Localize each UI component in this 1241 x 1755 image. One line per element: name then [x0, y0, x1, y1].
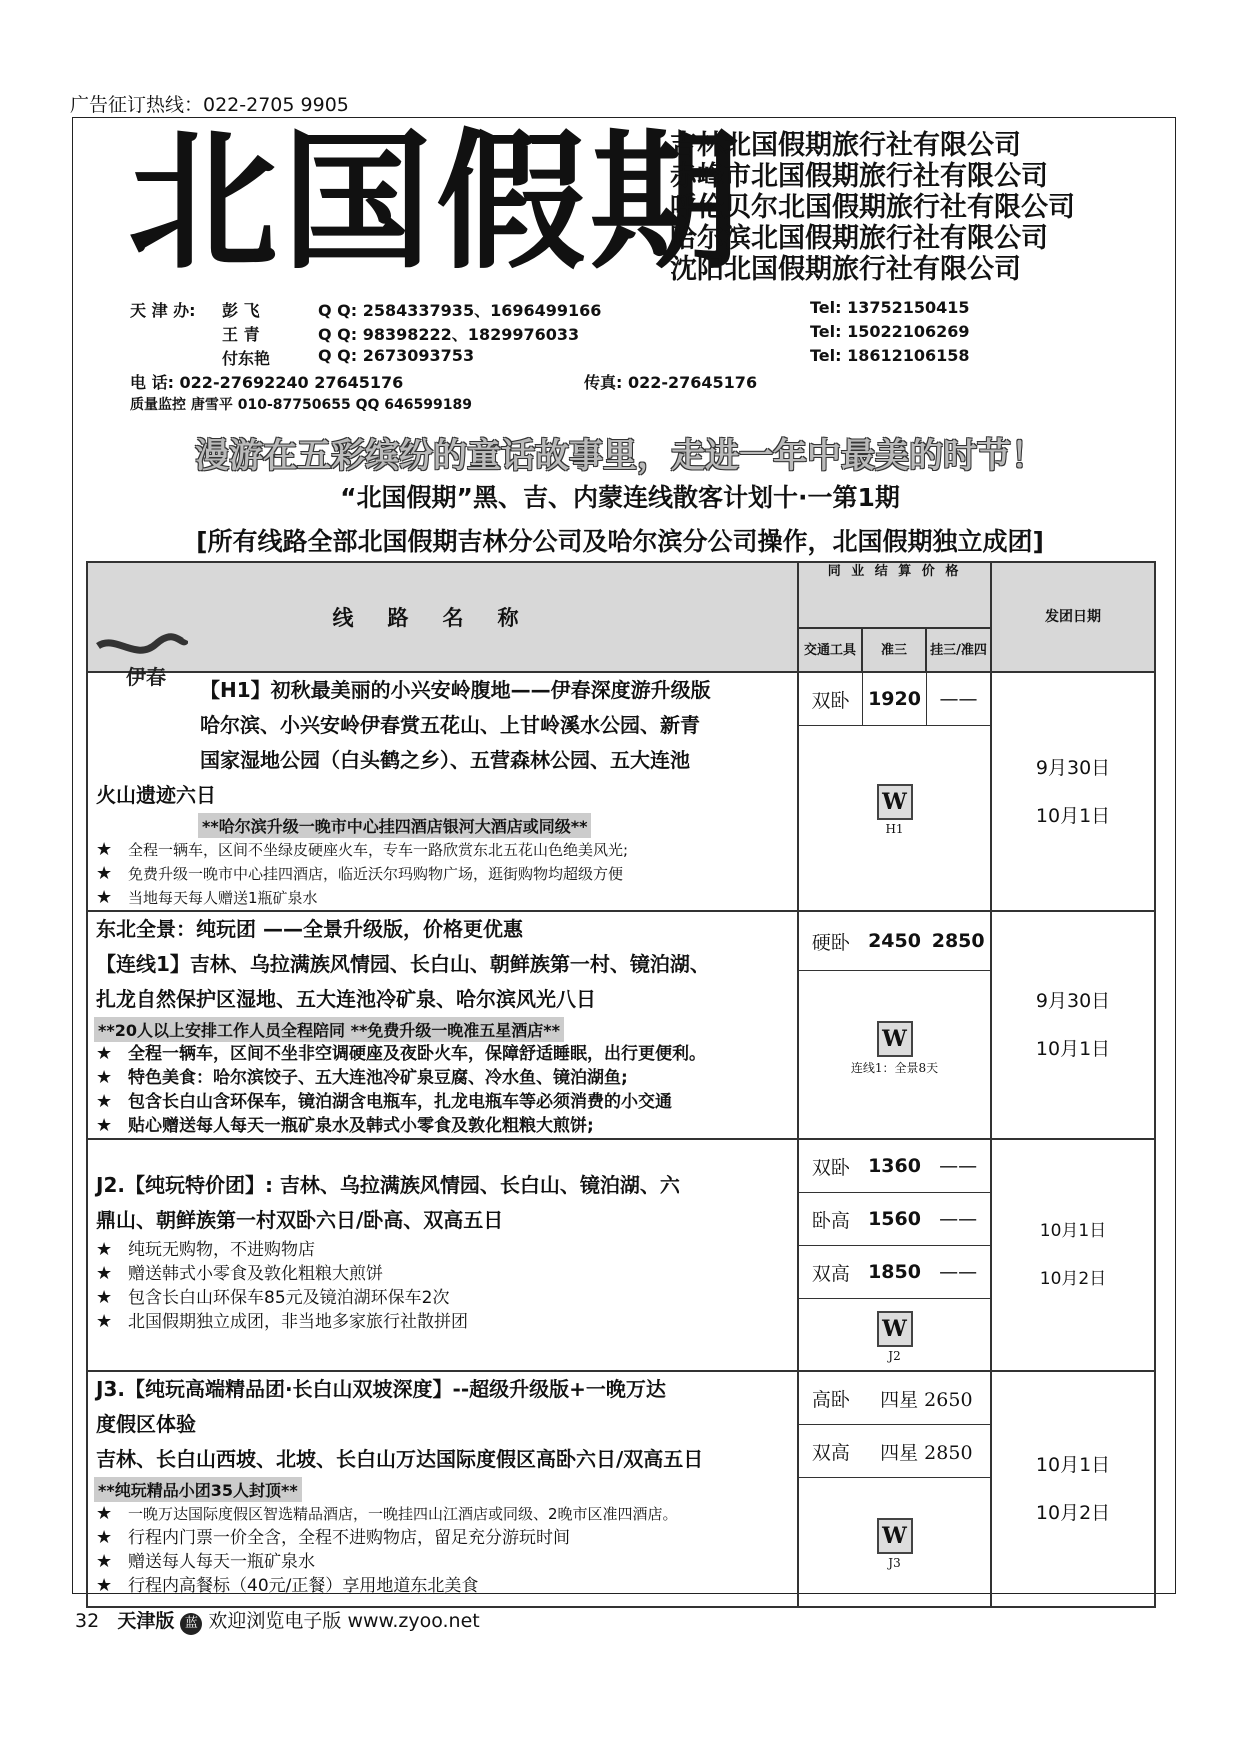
header-zhun3: 准三 — [862, 628, 926, 672]
doc-attachment[interactable]: W H1 — [799, 726, 990, 836]
yichun-logo — [96, 632, 188, 710]
feature-item: ★ 赠送韩式小零食及敦化粗粮大煎饼 — [96, 1263, 383, 1284]
contact-tel: Tel: 13752150415 — [810, 298, 970, 317]
feature-item: ★ 全程一辆车，区间不坐绿皮硬座火车，专车一路欣赏东北五花山色绝美风光; — [96, 839, 629, 860]
route-highlight: **纯玩精品小团35人封顶** — [94, 1477, 302, 1502]
word-doc-icon[interactable]: W — [877, 1021, 913, 1057]
route-title-line: 哈尔滨、小兴安岭伊春赏五花山、上甘岭溪水公园、新青 — [200, 713, 700, 737]
star-icon: ★ — [96, 1287, 113, 1308]
company-name: 吉林北国假期旅行社有限公司 — [670, 130, 1021, 161]
star-icon: ★ — [96, 887, 113, 908]
star-icon: ★ — [96, 1043, 113, 1064]
route-title-line: 度假区体验 — [96, 1412, 196, 1436]
feature-item: ★ 行程内高餐标（40元/正餐）享用地道东北美食 — [96, 1575, 479, 1596]
office-fax: 传真: 022-27645176 — [584, 373, 758, 392]
quality-contact: 质量监控 唐雪平 010-87750655 QQ 646599189 — [130, 397, 472, 413]
price-row: 双卧 1360 —— — [799, 1140, 990, 1193]
routes-table — [86, 561, 1156, 1608]
price-block — [798, 1371, 991, 1607]
feature-item: ★ 全程一辆车，区间不坐非空调硬座及夜卧火车，保障舒适睡眠，出行更便利。 — [96, 1043, 706, 1064]
contact-qq: Q Q: 2584337935、1696499166 — [318, 301, 602, 320]
office-label: 天 津 办: — [130, 301, 196, 320]
header-route-name: 线路名称 — [87, 562, 798, 672]
price-block — [798, 911, 991, 1139]
route-highlight: **20人以上安排工作人员全程陪同 **免费升级一晚准五星酒店** — [94, 1017, 564, 1042]
star-icon: ★ — [96, 1239, 113, 1260]
logo-text: 伊春 — [126, 665, 166, 689]
star-icon: ★ — [96, 1503, 113, 1524]
depart-dates: 10月1日 10月2日 — [991, 1139, 1155, 1371]
doc-attachment[interactable]: W J2 — [799, 1299, 990, 1363]
contact-tel: Tel: 15022106269 — [810, 322, 970, 341]
price-row: 双高 1850 —— — [799, 1246, 990, 1299]
price-block — [798, 672, 991, 911]
feature-item: ★ 免费升级一晚市中心挂四酒店，临近沃尔玛购物广场，逛街购物均超级方便 — [96, 863, 624, 884]
feature-item: ★ 纯玩无购物，不进购物店 — [96, 1239, 315, 1260]
slogan: 漫游在五彩缤纷的童话故事里，走进一年中最美的时节！ — [195, 436, 1045, 476]
depart-dates: 9月30日 10月1日 — [991, 672, 1155, 911]
route-title-line: 火山遗迹六日 — [96, 783, 216, 807]
contact-qq: Q Q: 98398222、1829976033 — [318, 325, 580, 344]
price-row: 卧高 1560 —— — [799, 1193, 990, 1246]
route-title-line: 扎龙自然保护区湿地、五大连池冷矿泉、哈尔滨风光八日 — [96, 987, 596, 1011]
star-icon: ★ — [96, 1067, 113, 1088]
contact-name: 付东艳 — [222, 349, 271, 368]
edition-label: 天津版 — [117, 1610, 175, 1632]
depart-dates: 10月1日 10月2日 — [991, 1371, 1155, 1607]
word-doc-icon[interactable]: W — [877, 1311, 913, 1347]
feature-item: ★ 当地每天每人赠送1瓶矿泉水 — [96, 887, 318, 908]
operation-banner: [所有线路全部北国假期吉林分公司及哈尔滨分公司操作，北国假期独立成团] — [196, 527, 1044, 556]
doc-attachment[interactable]: W J3 — [799, 1478, 990, 1570]
word-doc-icon[interactable]: W — [877, 1518, 913, 1554]
route-lianxian1 — [87, 911, 798, 1139]
company-name: 呼伦贝尔北国假期旅行社有限公司 — [670, 192, 1075, 223]
footer-text[interactable]: 欢迎浏览电子版 www.zyoo.net — [208, 1610, 480, 1632]
office-phone: 电 话: 022-27692240 27645176 — [130, 373, 404, 392]
page-footer — [75, 1606, 480, 1635]
route-title-line: 东北全景：纯玩团 ——全景升级版，价格更优惠 — [96, 917, 523, 941]
price-row: 双卧 1920 —— — [799, 673, 990, 726]
price-row: 双高 四星 2850 — [799, 1425, 990, 1478]
route-title-line: J3.【纯玩高端精品团·长白山双坡深度】--超级升级版+一晚万达 — [96, 1377, 666, 1401]
price-row: 高卧 四星 2650 — [799, 1372, 990, 1425]
depart-dates: 9月30日 10月1日 — [991, 911, 1155, 1139]
company-list — [670, 130, 1075, 285]
route-title-line: 吉林、长白山西坡、北坡、长白山万达国际度假区高卧六日/双高五日 — [96, 1447, 704, 1471]
contact-name: 王 青 — [222, 325, 260, 344]
route-title-line: J2.【纯玩特价团】: 吉林、乌拉满族风情园、长白山、镜泊湖、六 — [96, 1173, 680, 1197]
feature-item: ★ 贴心赠送每人每天一瓶矿泉水及韩式小零食及敦化粗粮大煎饼; — [96, 1115, 594, 1136]
header-gua3: 挂三/准四 — [926, 628, 991, 672]
feature-item: ★ 北国假期独立成团，非当地多家旅行社散拼团 — [96, 1311, 468, 1332]
star-icon: ★ — [96, 1091, 113, 1112]
price-row: 硬卧 2450 2850 — [799, 912, 990, 971]
route-j3 — [87, 1371, 798, 1607]
star-icon: ★ — [96, 1527, 113, 1548]
company-name: 沈阳北国假期旅行社有限公司 — [670, 254, 1021, 285]
feature-item: ★ 包含长白山环保车85元及镜泊湖环保车2次 — [96, 1287, 450, 1308]
route-title-line: 【H1】初秋最美丽的小兴安岭腹地——伊春深度游升级版 — [200, 678, 711, 702]
feature-item: ★ 赠送每人每天一瓶矿泉水 — [96, 1551, 315, 1572]
star-icon: ★ — [96, 1263, 113, 1284]
contact-name: 彭 飞 — [222, 301, 260, 320]
star-icon: ★ — [96, 1551, 113, 1572]
plan-subtitle: “北国假期”黑、吉、内蒙连线散客计划十·一第1期 — [340, 483, 900, 512]
header-depart-date: 发团日期 — [991, 562, 1155, 672]
star-icon: ★ — [96, 839, 113, 860]
route-title-line: 国家湿地公园（白头鹤之乡）、五营森林公园、五大连池 — [200, 748, 690, 772]
route-j2 — [87, 1139, 798, 1371]
word-doc-icon[interactable]: W — [877, 784, 913, 820]
company-name: 赤峰市北国假期旅行社有限公司 — [670, 161, 1048, 192]
company-name: 哈尔滨北国假期旅行社有限公司 — [670, 223, 1048, 254]
header-price-group: 同 业 结 算 价 格 — [798, 562, 991, 628]
feature-item: ★ 行程内门票一价全含，全程不进购物店，留足充分游玩时间 — [96, 1527, 570, 1548]
blue-badge-icon: 蓝 — [180, 1613, 202, 1635]
price-block — [798, 1139, 991, 1371]
star-icon: ★ — [96, 1311, 113, 1332]
brand-title: 北国假期 — [128, 116, 745, 290]
route-title-line: 鼎山、朝鲜族第一村双卧六日/卧高、双高五日 — [96, 1208, 504, 1232]
feature-item: ★ 特色美食：哈尔滨饺子、五大连池冷矿泉豆腐、冷水鱼、镜泊湖鱼; — [96, 1067, 628, 1088]
contact-tel: Tel: 18612106158 — [810, 346, 970, 365]
star-icon: ★ — [96, 1575, 113, 1596]
contact-qq: Q Q: 2673093753 — [318, 346, 475, 365]
feature-item: ★ 一晚万达国际度假区智选精品酒店，一晚挂四山江酒店或同级、2晚市区准四酒店。 — [96, 1503, 678, 1524]
feature-item: ★ 包含长白山含环保车，镜泊湖含电瓶车，扎龙电瓶车等必须消费的小交通 — [96, 1091, 672, 1112]
header-transport: 交通工具 — [798, 628, 862, 672]
star-icon: ★ — [96, 863, 113, 884]
route-h1 — [87, 672, 798, 911]
doc-attachment[interactable]: W 连线1：全景8天 — [799, 971, 990, 1076]
route-title-line: 【连线1】吉林、乌拉满族风情园、长白山、朝鲜族第一村、镜泊湖、 — [96, 952, 710, 976]
page-number: 32 — [75, 1610, 100, 1632]
ad-hotline: 广告征订热线：022-2705 9905 — [70, 94, 349, 116]
route-highlight: **哈尔滨升级一晚市中心挂四酒店银河大酒店或同级** — [198, 813, 591, 838]
star-icon: ★ — [96, 1115, 113, 1136]
